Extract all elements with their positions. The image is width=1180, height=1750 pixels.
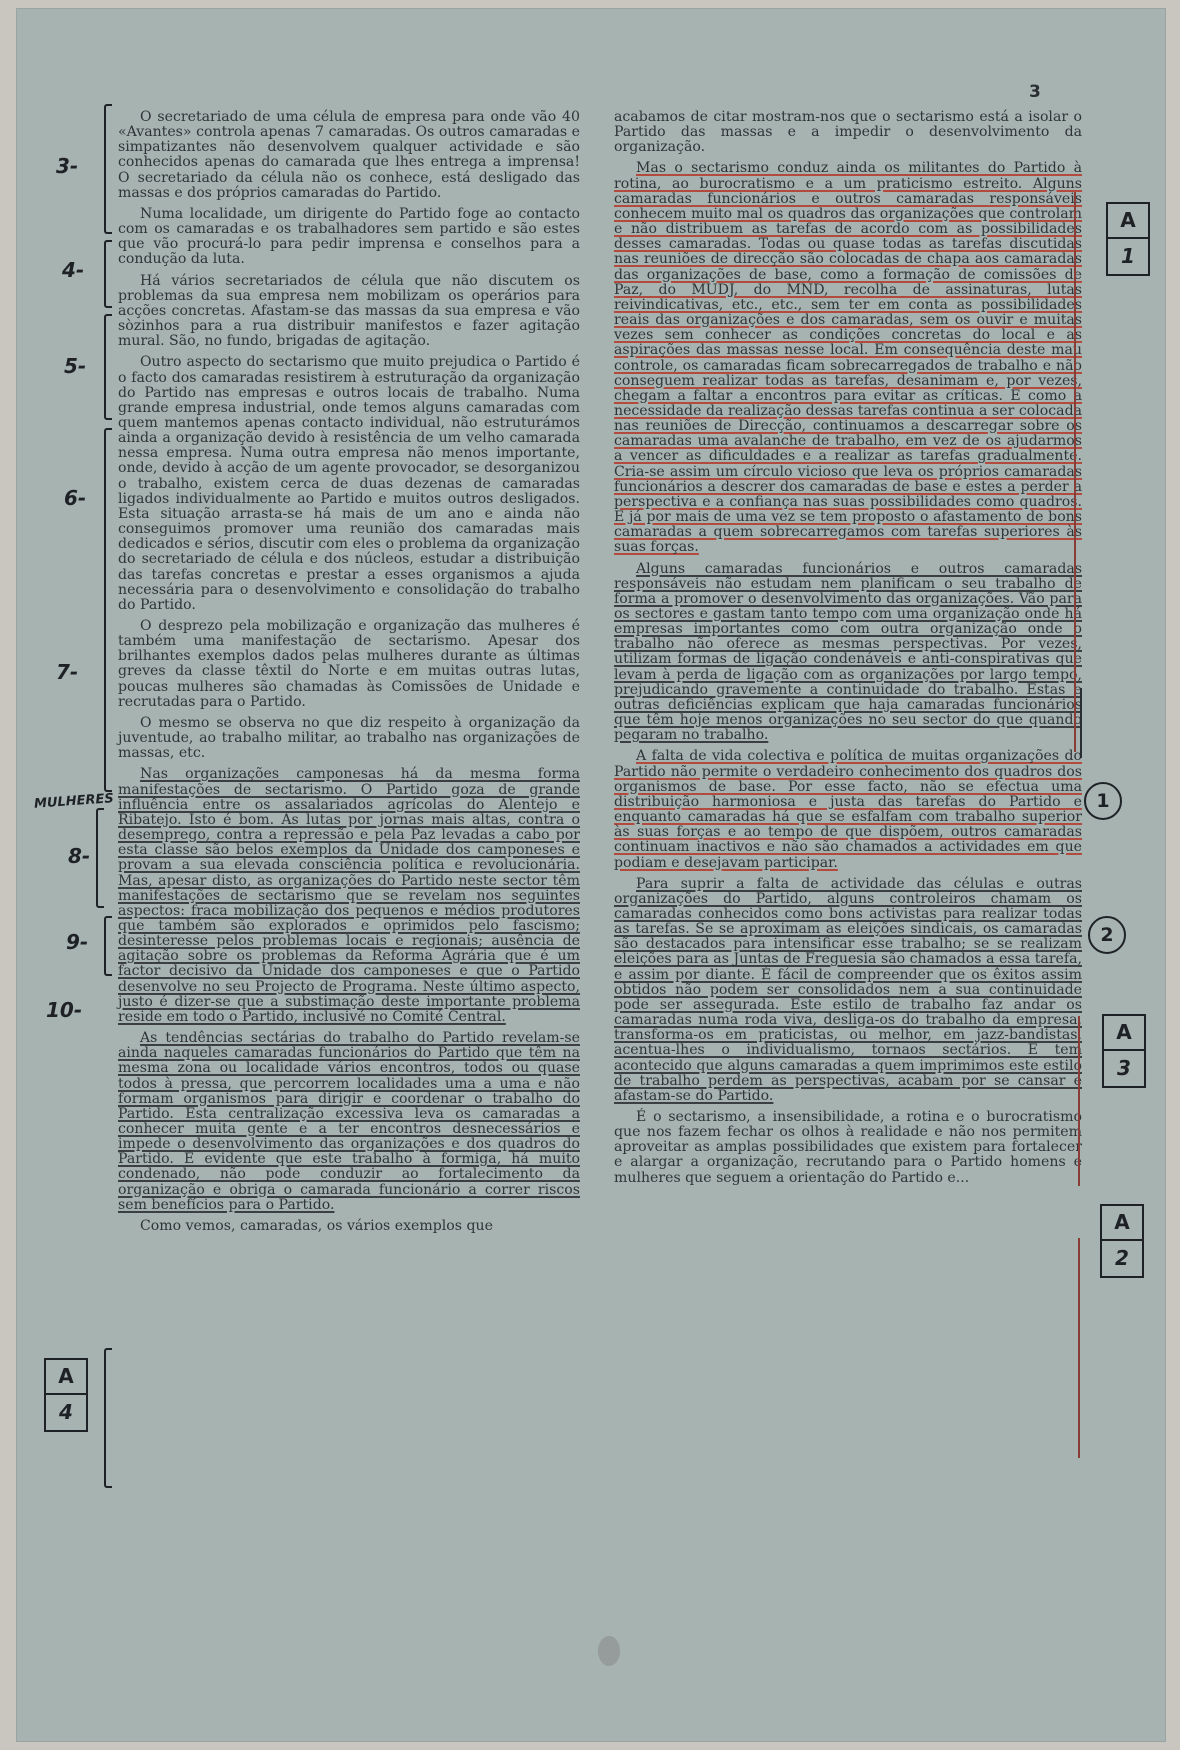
margin-circle-mark: 2 (1088, 916, 1126, 954)
box-mark-number: 4 (59, 1400, 73, 1424)
box-mark-letter: A (1102, 1206, 1142, 1241)
margin-number: 8- (68, 844, 91, 868)
paragraph: Há vários secretariados de célula que não discutem os problemas da sua empresa nem mobilizam os operários para acções concretas. Afastam-se das massas da sua empresa e vão sòzinhos para a rua distribuir manifestos e fazer agitação mural. São, no fundo, brigadas de agitação. (118, 272, 580, 350)
margin-bracket (104, 428, 112, 792)
paragraph: O mesmo se observa no que diz respeito à organização da juventude, ao trabalho militar, ao trabalho nas organizações de massas, etc. (118, 714, 580, 762)
margin-circle-mark: 1 (1084, 782, 1122, 820)
margin-number: 9- (66, 930, 89, 954)
margin-number: 6- (64, 486, 87, 510)
box-mark-number: 2 (1115, 1246, 1129, 1270)
page-number: 3 (1029, 82, 1041, 102)
margin-box-mark (44, 1358, 88, 1432)
box-mark-letter: A (46, 1360, 86, 1395)
paragraph: As tendências sectárias do trabalho do Partido revelam-se ainda naqueles camaradas funcionários do Partido que têm na mesma zona ou localidade vários encontros, todos ou quase todos à pressa, que percorrem localidades uma a uma e não formam organismos para dirigir e coordenar o trabalho do Partido. Esta centralização excessiva leva os camaradas a conhecer muita gente e a ter encontros desnecessários e impede o desenvolvimento das organizações e dos quadros do Partido. É evidente que este trabalho à formiga, há muito condenado, não pode conduzir ao fortalecimento da organização e obriga o camarada funcionário a correr riscos sem benefícios para o Partido. (118, 1030, 580, 1213)
paragraph: Outro aspecto do sectarismo que muito prejudica o Partido é o facto dos camaradas resistirem à estruturação da organização do Partido nas empresas e outros locais de trabalho. Numa grande empresa industrial, onde temos alguns camaradas com quem mantemos apenas contacto individual, não estruturámos ainda a organização devido à resistência de um velho camarada nessa empresa. Numa outra empresa não menos importante, onde, devido à acção de um agente provocador, se desorganizou o trabalho, existem cerca de duas dezenas de camaradas ligados individualmente ao Partido e muitos outros desligados. Esta situação arrasta-se há mais de um ano e ainda não conseguimos promover uma reunião dos camaradas mais dedicados e sérios, discutir com eles o problema da organização do secretariado de célula e dos núcleos, estudar a distribuição das tarefas concretas e prestar a esses organismos a ajuda necessária para o desenvolvimento e consolidação do trabalho do Partido. (118, 354, 580, 613)
right-column (614, 110, 1082, 1192)
margin-box-mark (1100, 1204, 1144, 1278)
paragraph: A falta de vida colectiva e política de muitas organizações do Partido não permite o verdadeiro conhecimento dos quadros dos organismos de base. Por esse facto, não se efectua uma distribuição harmoniosa e justa das tarefas do Partido e enquanto camaradas há que se esfalfam com trabalho superior às suas forças e ao tempo de que dispõem, outros camaradas continuam inactivos e não são chamados a actividades em que podiam e desejavam participar. (614, 748, 1082, 871)
margin-bracket (104, 916, 112, 976)
margin-bracket (104, 240, 112, 308)
margin-number: 5- (64, 354, 87, 378)
document-page (16, 8, 1166, 1742)
margin-box-mark (1102, 1014, 1146, 1088)
paragraph: Numa localidade, um dirigente do Partido foge ao contacto com os camaradas e os trabalhadores sem partido e são estes que vão procurá-lo para pedir imprensa e conselhos para a condução da luta. (118, 205, 580, 268)
paragraph: É o sectarismo, a insensibilidade, a rotina e o burocratismo que nos fazem fechar os olhos à realidade e não nos permitem aproveitar as amplas possibilidades que existem para fortalecer e alargar a organização, recrutando para o Partido homens e mulheres que seguem a orientação do Partido e... (614, 1109, 1082, 1186)
margin-bracket (104, 1348, 112, 1488)
margin-bracket (104, 104, 112, 234)
box-mark-letter: A (1108, 204, 1148, 239)
margin-box-mark (1106, 202, 1150, 276)
paragraph: Para suprir a falta de actividade das células e outras organizações do Partido, alguns controleiros chamam os camaradas conhecidos como bons activistas para realizar todas as tarefas. Se se aproximam as eleições sindicais, os camaradas são destacados para intensificar esse trabalho; se se realizam eleições para as Juntas de Freguesia são chamados a essa tarefa, e assim por diante. É fácil de compreender que os êxitos assim obtidos não podem ser consolidados nem a sua continuidade pode ser assegurada. Este estilo de trabalho faz andar os camaradas numa roda viva, desliga-os do trabalho da empresa, transforma-os em praticistas, ou melhor, em jazz-bandistas, acentua-lhes o individualismo, tornaos sectários. E tem acontecido que alguns camaradas a quem imprimimos este estilo de trabalho perdem as perspectivas, acabam por se cansar e afastam-se do Partido. (614, 875, 1082, 1104)
paragraph: O secretariado de uma célula de empresa para onde vão 40 «Avantes» controla apenas 7 camaradas. Os outros camaradas e simpatizantes não desenvolvem qualquer actividade e são conhecidos apenas do camarada que lhes entrega a imprensa! O secretariado da célula não os conhece, está desligado das massas e dos próprios camaradas do Partido. (118, 109, 580, 201)
paragraph: O desprezo pela mobilização e organização das mulheres é também uma manifestação de sectarismo. Apesar dos brilhantes exemplos dados pelas mulheres durante as últimas greves da classe têxtil do Norte e em muitas outras lutas, poucas mulheres são chamadas às Comissões de Unidade e recrutadas para o Partido. (118, 618, 580, 710)
margin-line (1080, 688, 1082, 758)
paragraph: Nas organizações camponesas há da mesma forma manifestações de sectarismo. O Partido goza de grande influência entre os assalariados agrícolas do Alentejo e Ribatejo. Isto é bom. As lutas por jornas mais altas, contra o desemprego, contra a repressão e pela Paz levadas a cabo por esta classe são belos exemplos da Unidade dos camponeses e provam a sua elevada consciência política e revolucionária. Mas, apesar disto, as organizações do Partido neste sector têm manifestações de sectarismo que se revelam nos seguintes aspectos: fraca mobilização dos pequenos e médios produtores que também são explorados e oprimidos pelo fascismo; desinteresse pelos problemas locais e regionais; ausência de agitação sobre os problemas da Reforma Agrária que é um factor decisivo da Unidade dos camponeses e que o Partido desenvolve no seu Projecto de Programa. Neste último aspecto, justo é dizer-se que a substimação deste importante problema reside em todo o Partido, inclusivé no Comité Central. (118, 766, 580, 1025)
margin-bracket (104, 314, 112, 420)
margin-line (1078, 1016, 1080, 1186)
paragraph: Mas o sectarismo conduz ainda os militantes do Partido à rotina, ao burocratismo e a um praticismo estreito. Alguns camaradas funcionários e outros camaradas responsáveis conhecem muito mal os quadros das organizações que controlam e não distribuem as tarefas de acordo com as possibilidades desses camaradas. Todas ou quase todas as tarefas discutidas nas reuniões de direcção são colocadas de chapa aos camaradas das organizações de base, como a formação de comissões de Paz, do MUDJ, do MND, recolha de assinaturas, lutas reivindicativas, etc., etc., sem ter em conta as possibilidades reais das organizações e dos camaradas, sem os ouvir e muitas vezes sem conhecer as condições concretas do local e as aspirações das massas nesse local. Em consequência deste mau controle, os camaradas ficam sobrecarregados de trabalho e não conseguem realizar todas as tarefas, desanimam e, por vezes, chegam a faltar a encontros para evitar as críticas. E como a necessidade da realização dessas tarefas continua a ser colocada nas reuniões de Direcção, continuamos a descarregar sobre os camaradas uma avalanche de trabalho, em vez de os ajudarmos a vencer as dificuldades e a realizar as tarefas gradualmente. Cria-se assim um círculo vicioso que leva os próprios camaradas funcionários a descrer dos camaradas de base e estes a perder a perspectiva e a confiança nas suas possibilidades como quadros. E já por mais de uma vez se tem proposto o afastamento de bons camaradas a quem sobrecarregamos com tarefas superiores às suas forças. (614, 160, 1082, 556)
box-mark-letter: A (1104, 1016, 1144, 1051)
margin-number: 7- (56, 660, 79, 684)
margin-number: 4- (62, 258, 85, 282)
paragraph: Alguns camaradas funcionários e outros camaradas responsáveis não estudam nem planificam o seu trabalho de forma a promover o desenvolvimento das organizações. Vão para os sectores e gastam tanto tempo com uma organização onde há empresas importantes como com outra organização onde o trabalho não oferece as mesmas perspectivas. Por vezes, utilizam formas de ligação condenáveis e anti-conspirativas que levam à perda de ligação com as organizações por largo tempo, prejudicando gravemente a continuidade do trabalho. Estas e outras deficiências explicam que haja camaradas funcionários que têm hoje menos organizações no seu sector do que quando pegaram no trabalho. (614, 560, 1082, 744)
paragraph: acabamos de citar mostram-nos que o sectarismo está a isolar o Partido das massas e a impedir o desenvolvimento da organização. (614, 109, 1082, 156)
margin-line (1078, 1238, 1080, 1458)
paragraph: Como vemos, camaradas, os vários exemplos que (140, 1217, 493, 1234)
margin-number: 3- (56, 154, 79, 178)
margin-number: 10- (46, 998, 83, 1022)
margin-line (1074, 192, 1076, 752)
box-mark-number: 1 (1121, 244, 1135, 268)
left-column (118, 110, 580, 1240)
margin-word: MULHERES (33, 791, 115, 812)
ink-blot (598, 1636, 620, 1666)
margin-bracket (96, 808, 104, 908)
box-mark-number: 3 (1117, 1056, 1131, 1080)
